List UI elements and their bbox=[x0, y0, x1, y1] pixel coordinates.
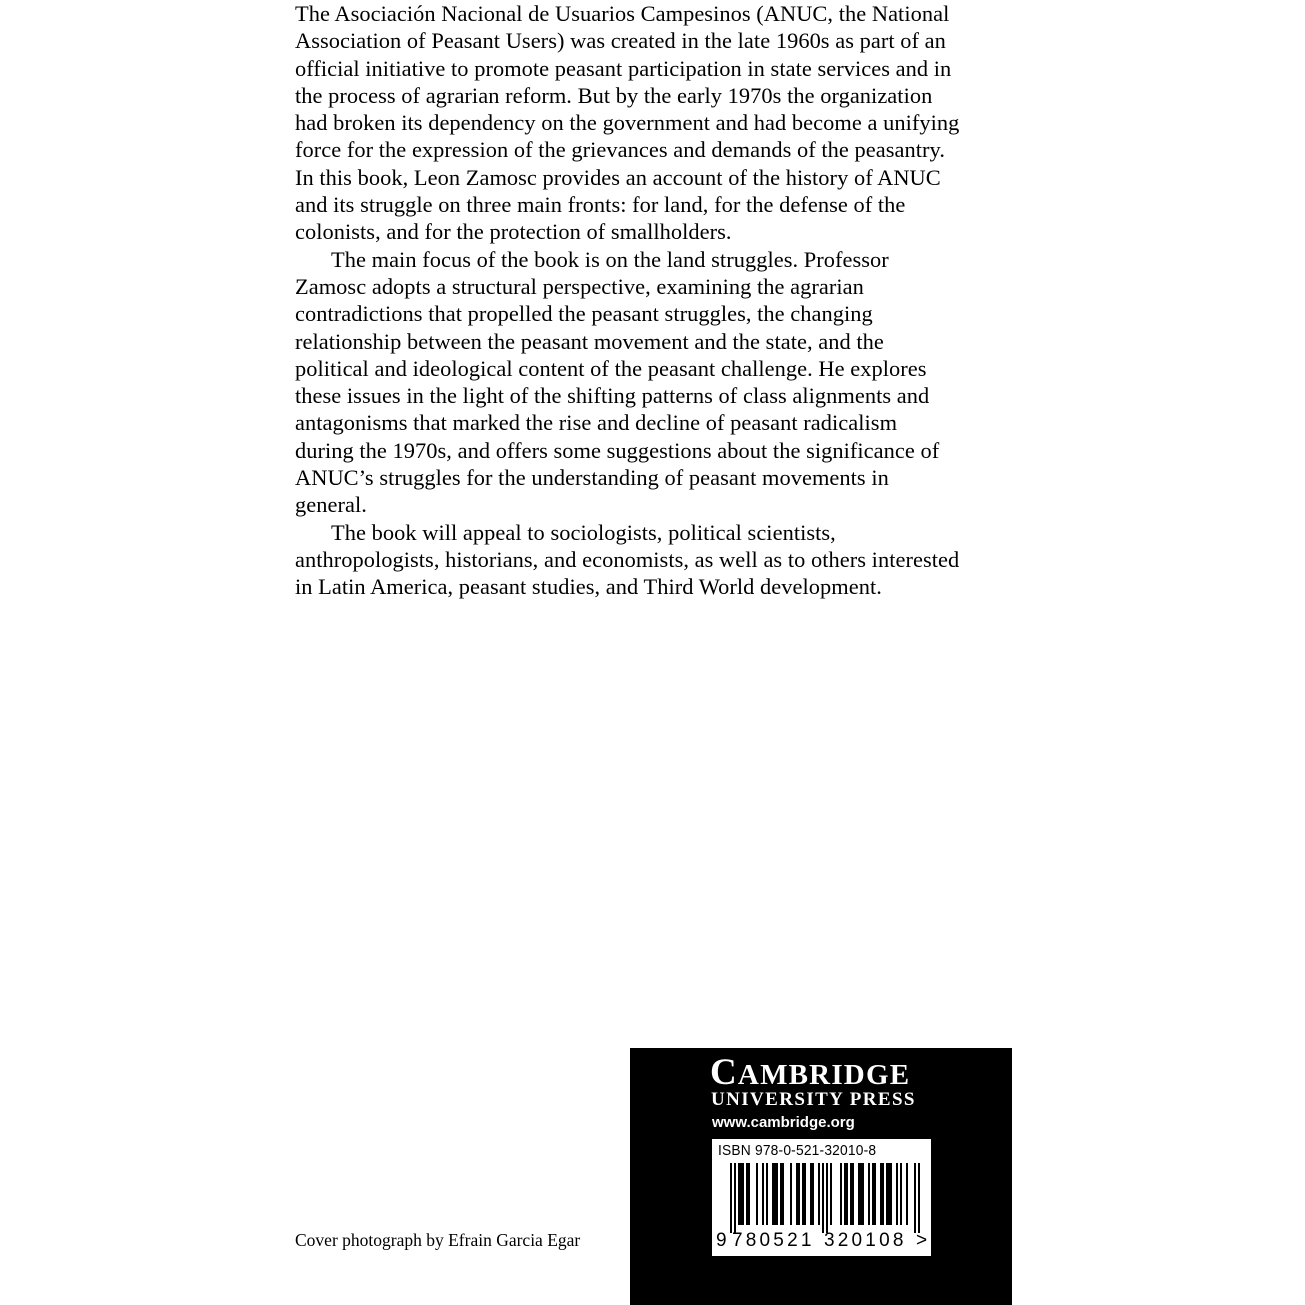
barcode-bar-19 bbox=[804, 1163, 806, 1225]
barcode-bar-23 bbox=[822, 1163, 824, 1233]
barcode-bar-34 bbox=[868, 1163, 870, 1225]
isbn-barcode bbox=[712, 1139, 931, 1256]
cover-photo-credit: Cover photograph by Efrain Garcia Egar bbox=[295, 1230, 581, 1250]
barcode-bar-42 bbox=[896, 1163, 898, 1225]
barcode-bar-38 bbox=[882, 1163, 884, 1225]
publisher-website: www.cambridge.org bbox=[712, 1114, 855, 1131]
barcode-bar-36 bbox=[874, 1163, 876, 1225]
barcode-bar-41 bbox=[890, 1163, 892, 1225]
barcode-bar-32 bbox=[860, 1163, 862, 1225]
barcode-bar-43 bbox=[900, 1163, 902, 1225]
barcode-bar-4 bbox=[742, 1163, 744, 1225]
barcode-bar-15 bbox=[790, 1163, 792, 1225]
barcode-bar-12 bbox=[776, 1163, 778, 1225]
barcode-bar-37 bbox=[880, 1163, 882, 1225]
barcode-bar-46 bbox=[918, 1163, 920, 1233]
barcode-bar-33 bbox=[862, 1163, 864, 1225]
barcode-bar-16 bbox=[796, 1163, 798, 1225]
logo-rest: AMBRIDGE bbox=[737, 1059, 911, 1091]
barcode-bar-5 bbox=[746, 1163, 748, 1225]
barcode-digits-right: 320108 bbox=[824, 1230, 907, 1251]
barcode-bar-8 bbox=[762, 1163, 764, 1225]
barcode-bar-26 bbox=[840, 1163, 842, 1225]
publisher-logo bbox=[710, 1052, 911, 1093]
barcode-bar-44 bbox=[906, 1163, 908, 1225]
barcode-digits bbox=[716, 1230, 927, 1252]
barcode-bar-35 bbox=[872, 1163, 874, 1225]
barcode-digit-lead: 9 bbox=[716, 1230, 727, 1251]
barcode-bar-0 bbox=[730, 1163, 732, 1233]
barcode-bar-28 bbox=[846, 1163, 848, 1225]
blurb-paragraph-3: The book will appeal to sociologists, political scientists, anthropologists, historians, and economists, as well as to others interested in Latin America, peasant studies, and Third World development. bbox=[295, 519, 960, 600]
barcode-bar-9 bbox=[766, 1163, 768, 1225]
barcode-bar-20 bbox=[810, 1163, 812, 1225]
barcode-bar-22 bbox=[818, 1163, 820, 1225]
isbn-label: ISBN 978-0-521-32010-8 bbox=[718, 1142, 877, 1159]
barcode-digits-left: 780521 bbox=[732, 1230, 815, 1251]
barcode-bar-11 bbox=[774, 1163, 776, 1225]
barcode-bar-39 bbox=[886, 1163, 888, 1225]
barcode-bar-3 bbox=[740, 1163, 742, 1225]
barcode-bar-1 bbox=[734, 1163, 736, 1233]
barcode-bar-14 bbox=[782, 1163, 784, 1225]
barcode-bar-40 bbox=[888, 1163, 890, 1225]
blurb-paragraph-1: The Asociación Nacional de Usuarios Campesinos (ANUC, the National Association of Peasant Users) was created in the late 1960s as part of an official initiative to promote peasant participation in state services and in the process of agrarian reform. But by the early 1970s the organization had broken its dependency on the government and had become a unifying force for the expression of the grievances and demands of the peasantry. In this book, Leon Zamosc provides an account of the history of ANUC and its struggle on three main fronts: for land, for the defense of the colonists, and for the protection of smallholders. bbox=[295, 1, 960, 245]
barcode-bar-13 bbox=[780, 1163, 782, 1225]
blurb-paragraph-2: The main focus of the book is on the land struggles. Professor Zamosc adopts a structural perspective, examining the agrarian contradictions that propelled the peasant struggles, the changing relationship between the peasant movement and the state, and the political and ideological content of the peasant challenge. He explores these issues in the light of the shifting patterns of class alignments and antagonisms that marked the rise and decline of peasant radicalism during the 1970s, and offers some suggestions about the significance of ANUC’s struggles for the understanding of peasant movements in general. bbox=[295, 246, 940, 518]
barcode-bar-24 bbox=[826, 1163, 828, 1233]
logo-initial: C bbox=[710, 1052, 738, 1093]
barcode-bar-27 bbox=[844, 1163, 846, 1225]
barcode-bar-21 bbox=[812, 1163, 814, 1225]
back-cover-blurb bbox=[295, 0, 960, 601]
barcode-quiet-mark: > bbox=[916, 1230, 928, 1251]
barcode-bar-30 bbox=[852, 1163, 854, 1225]
barcode-bar-7 bbox=[756, 1163, 758, 1225]
barcode-bar-25 bbox=[830, 1163, 832, 1225]
barcode-bar-18 bbox=[802, 1163, 804, 1225]
publisher-subtitle: UNIVERSITY PRESS bbox=[711, 1089, 916, 1110]
barcode-bar-10 bbox=[772, 1163, 774, 1225]
barcode-bar-31 bbox=[858, 1163, 860, 1225]
publisher-panel bbox=[630, 1048, 1012, 1305]
barcode-bar-2 bbox=[738, 1163, 740, 1225]
barcode-bar-45 bbox=[914, 1163, 916, 1233]
barcode-bar-17 bbox=[798, 1163, 800, 1225]
barcode-bar-6 bbox=[748, 1163, 750, 1225]
barcode-bar-29 bbox=[850, 1163, 852, 1225]
